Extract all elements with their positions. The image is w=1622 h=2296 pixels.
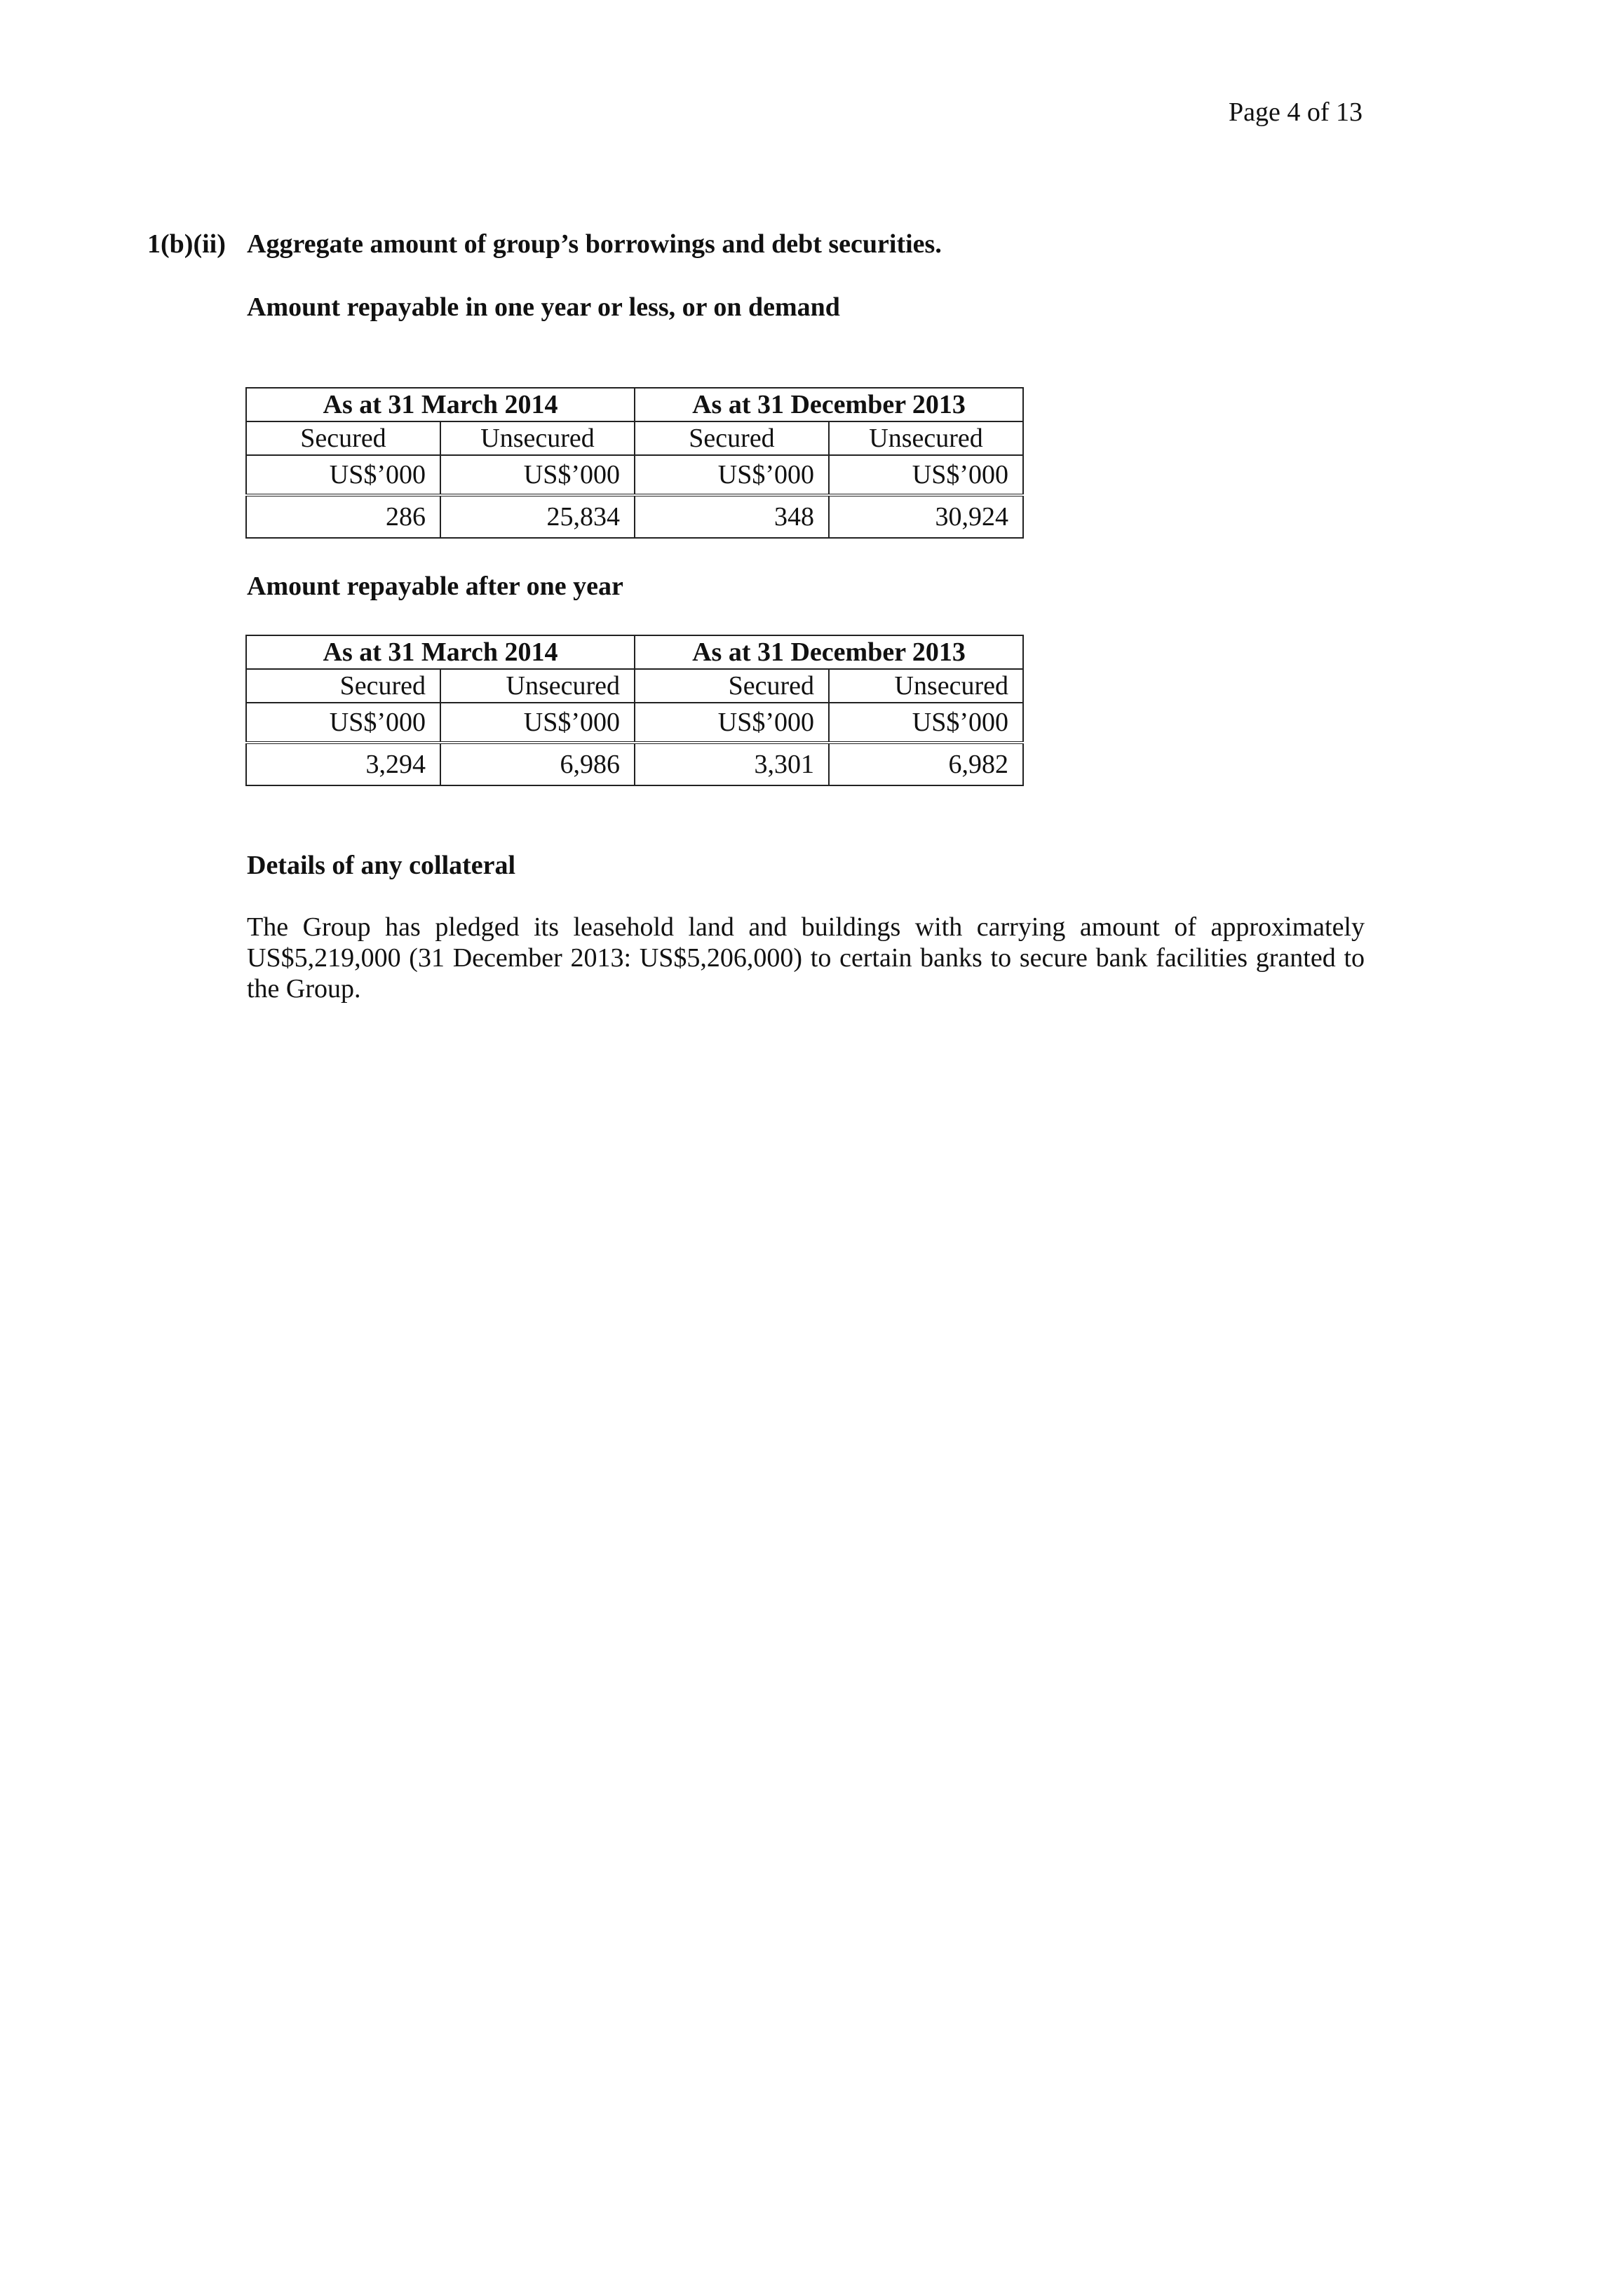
table1-heading: Amount repayable in one year or less, or on demand [247, 292, 840, 322]
value-cell: 3,301 [635, 743, 829, 785]
column-header: Secured [635, 421, 829, 455]
unit-cell: US$’000 [635, 703, 829, 743]
unit-cell: US$’000 [829, 455, 1023, 495]
unit-cell: US$’000 [440, 455, 635, 495]
unit-cell: US$’000 [246, 455, 440, 495]
value-cell: 6,986 [440, 743, 635, 785]
unit-cell: US$’000 [440, 703, 635, 743]
section-number: 1(b)(ii) [147, 229, 226, 259]
value-cell: 286 [246, 495, 440, 538]
period-header: As at 31 March 2014 [246, 635, 635, 669]
table2-heading: Amount repayable after one year [247, 572, 623, 601]
column-header: Unsecured [829, 421, 1023, 455]
section-title: Aggregate amount of group’s borrowings and debt securities. [247, 229, 942, 259]
period-header: As at 31 March 2014 [246, 388, 635, 421]
value-cell: 3,294 [246, 743, 440, 785]
unit-cell: US$’000 [635, 455, 829, 495]
column-header: Unsecured [440, 669, 635, 703]
value-cell: 30,924 [829, 495, 1023, 538]
page-number: Page 4 of 13 [1228, 97, 1363, 127]
column-header: Secured [246, 421, 440, 455]
period-header: As at 31 December 2013 [635, 388, 1023, 421]
column-header: Secured [635, 669, 829, 703]
borrowings-noncurrent-table [245, 635, 1024, 786]
unit-cell: US$’000 [246, 703, 440, 743]
borrowings-current-table [245, 387, 1024, 539]
period-header: As at 31 December 2013 [635, 635, 1023, 669]
column-header: Secured [246, 669, 440, 703]
value-cell: 6,982 [829, 743, 1023, 785]
column-header: Unsecured [440, 421, 635, 455]
collateral-heading: Details of any collateral [247, 851, 516, 880]
value-cell: 25,834 [440, 495, 635, 538]
unit-cell: US$’000 [829, 703, 1023, 743]
column-header: Unsecured [829, 669, 1023, 703]
collateral-paragraph: The Group has pledged its leasehold land and buildings with carrying amount of approximately US$5,219,000 (31 December 2013: US$5,206,000) to certain banks to secure bank facilities granted to the Group. [247, 912, 1365, 1004]
value-cell: 348 [635, 495, 829, 538]
